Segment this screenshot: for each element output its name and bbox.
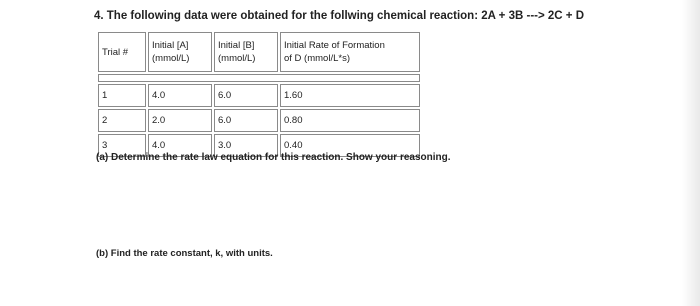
- header-initial-rate-line1: Initial Rate of Formation: [284, 40, 385, 51]
- cell-initial-b: 6.0: [214, 84, 278, 107]
- question-title: 4. The following data were obtained for the follwing chemical reaction: 2A + 3B ---> 2C + D: [94, 10, 585, 22]
- header-initial-b-line1: Initial [B]: [218, 40, 255, 51]
- header-initial-b-line2: (mmol/L): [218, 53, 256, 64]
- table-row: [98, 84, 420, 107]
- table-row: [98, 109, 420, 132]
- header-initial-rate: [280, 32, 420, 72]
- header-initial-a-line2: (mmol/L): [152, 53, 190, 64]
- table-header-row: [98, 32, 420, 72]
- cell-rate: 1.60: [280, 84, 420, 107]
- header-initial-a: [148, 32, 212, 72]
- part-b-prompt: (b) Find the rate constant, k, with units.: [96, 248, 273, 259]
- cell-initial-a: 2.0: [148, 109, 212, 132]
- right-edge-shadow: [682, 0, 700, 306]
- table-spacer: [98, 74, 420, 82]
- cell-initial-a: 4.0: [148, 84, 212, 107]
- cell-initial-a: 4.0: [148, 134, 212, 157]
- cell-initial-b: 3.0: [214, 134, 278, 157]
- data-table: [96, 30, 422, 159]
- cell-trial: 1: [98, 84, 146, 107]
- cell-rate: 0.40: [280, 134, 420, 157]
- header-initial-rate-line2: of D (mmol/L*s): [284, 53, 350, 64]
- header-initial-b: [214, 32, 278, 72]
- header-initial-a-line1: Initial [A]: [152, 40, 189, 51]
- header-trial: Trial #: [98, 32, 146, 72]
- cell-initial-b: 6.0: [214, 109, 278, 132]
- cell-trial: 3: [98, 134, 146, 157]
- part-a-prompt: (a) Determine the rate law equation for this reaction. Show your reasoning.: [96, 152, 451, 163]
- cell-rate: 0.80: [280, 109, 420, 132]
- cell-trial: 2: [98, 109, 146, 132]
